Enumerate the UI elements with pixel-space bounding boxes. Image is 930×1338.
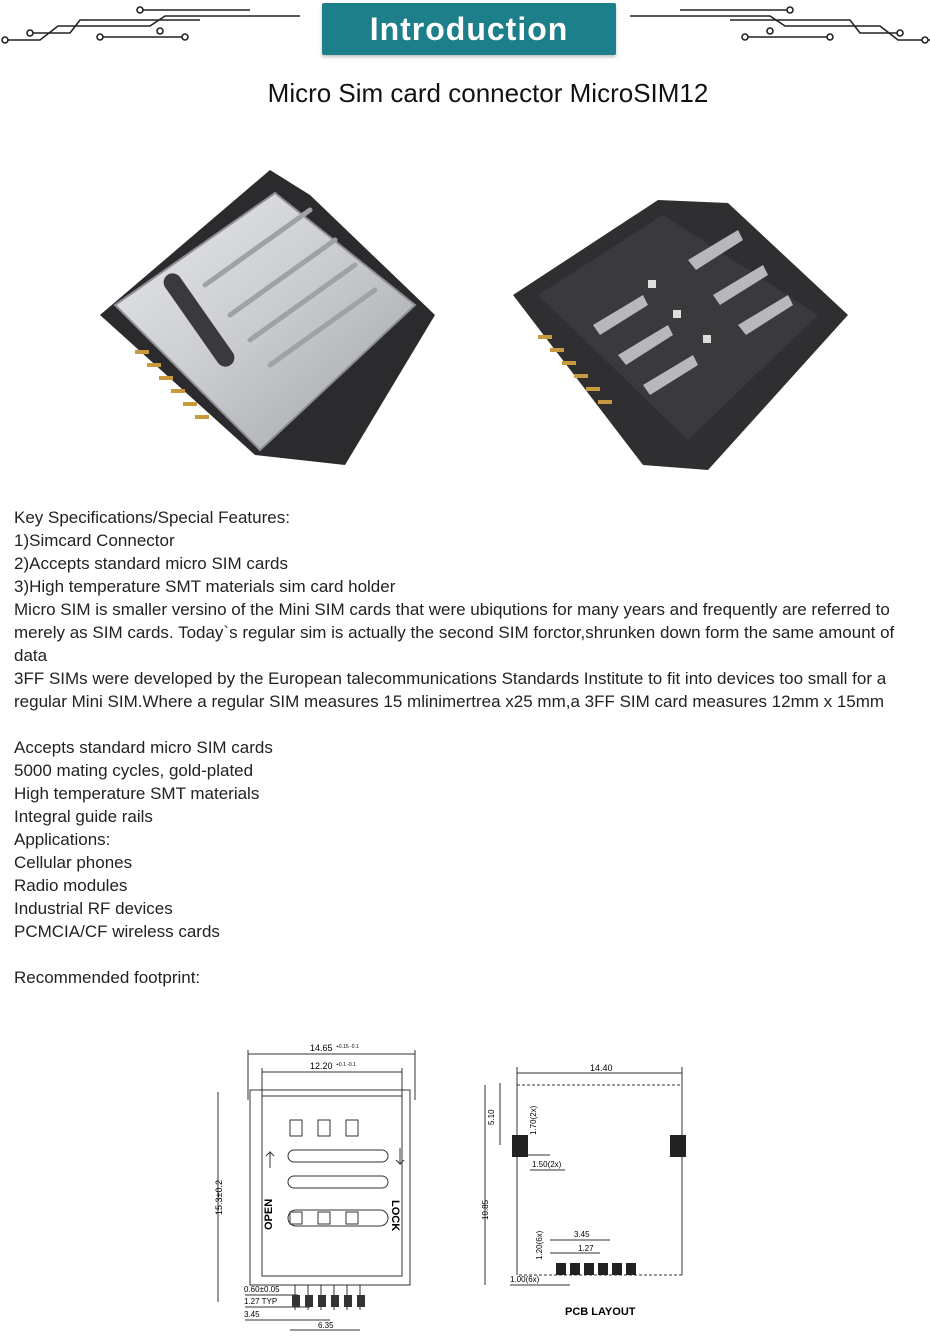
list-item: PCMCIA/CF wireless cards [14, 922, 220, 941]
features-heading: Key Specifications/Special Features: [14, 508, 290, 527]
feature-item: 2)Accepts standard micro SIM cards [14, 554, 288, 573]
pcb-dim-e: 1.20(6x) [535, 1230, 544, 1260]
pcb-dim-g: 1.27 [578, 1244, 594, 1253]
dim-width-inner-tol: +0.1 -0.1 [336, 1062, 356, 1068]
dim-pin-width: 0.60±0.05 [244, 1285, 280, 1294]
pcb-layout-caption: PCB LAYOUT [565, 1306, 636, 1318]
lock-label: LOCK [389, 1200, 401, 1232]
list-item: Industrial RF devices [14, 899, 173, 918]
dim-width-outer-tol: +0.15 -0.1 [336, 1044, 359, 1050]
dim-width-outer: 14.65 [310, 1043, 333, 1053]
list-item: Radio modules [14, 876, 128, 895]
list-item: Applications: [14, 830, 111, 849]
list-item: Cellular phones [14, 853, 133, 872]
page-title: Micro Sim card connector MicroSIM12 [267, 78, 709, 108]
feature-item: 1)Simcard Connector [14, 531, 175, 550]
list-item: Accepts standard micro SIM cards [14, 738, 273, 757]
description-paragraph: Micro SIM is smaller versino of the Mini SIM cards that were ubiqutions for many years and frequently are referred to merely as SIM cards. Today`s regular sim is actually the second SIM forctor,shrunken down form the same amount of data [14, 600, 895, 665]
pcb-dim-c: 1.50(2x) [532, 1160, 562, 1169]
description-paragraph: 3FF SIMs were developed by the European talecommunications Standards Institute to fit into devices too small for a regular Mini SIM.Where a regular SIM measures 15 mlinimertrea x25 mm,a 3FF SIM card measures 12mm x 15mm [14, 669, 887, 711]
feature-item: 3)High temperature SMT materials sim card holder [14, 577, 396, 596]
sim-holder-closed-image [95, 165, 440, 470]
specifications-text [14, 506, 919, 989]
pcb-dim-h: 1.00(6x) [510, 1275, 540, 1284]
circuit-decoration-right [630, 0, 930, 50]
dim-pin-offset: 3.45 [244, 1310, 260, 1319]
list-item: High temperature SMT materials [14, 784, 260, 803]
connector-dimension-drawing [210, 1040, 430, 1335]
pcb-layout-drawing [470, 1055, 720, 1320]
pcb-dim-b: 1.70(2x) [529, 1105, 538, 1135]
footprint-label: Recommended footprint: [14, 968, 201, 987]
list-item: 5000 mating cycles, gold-plated [14, 761, 254, 780]
pcb-dim-width: 14.40 [590, 1063, 613, 1073]
banner-label: Introduction [369, 10, 569, 47]
open-label: OPEN [263, 1198, 275, 1230]
pcb-dim-a: 5.10 [487, 1109, 496, 1125]
circuit-decoration-left [0, 0, 300, 50]
dim-pin-span: 6.35 [318, 1321, 334, 1330]
introduction-banner [322, 3, 616, 55]
sim-holder-open-image [508, 185, 853, 475]
pcb-dim-f: 3.45 [574, 1230, 590, 1239]
dim-pin-pitch: 1.27 TYP [244, 1297, 278, 1306]
dim-height: 15.3±0.2 [214, 1180, 224, 1215]
dim-width-inner: 12.20 [310, 1061, 333, 1071]
list-item: Integral guide rails [14, 807, 153, 826]
pcb-dim-d: 10.85 [481, 1199, 490, 1220]
